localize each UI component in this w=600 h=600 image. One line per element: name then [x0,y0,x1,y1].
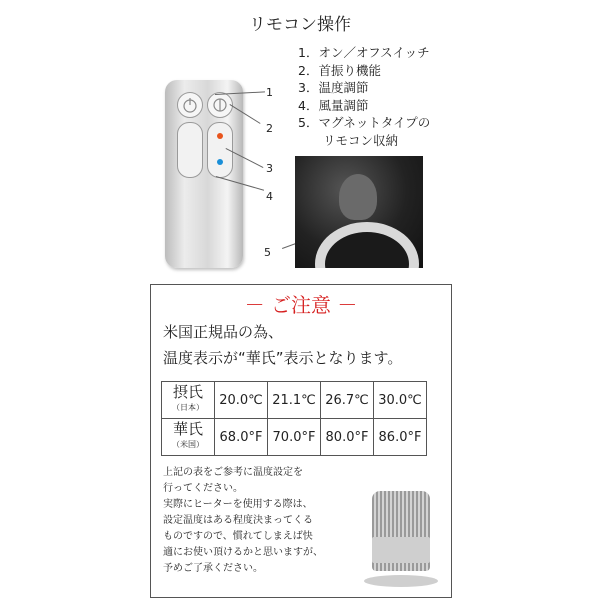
oscillation-icon [208,93,232,117]
temperature-table [161,381,427,456]
notice-box [150,284,452,598]
note-line: 実際にヒーターを使用する際は、 [163,499,313,510]
fahrenheit-header: 華氏 （米国） [162,419,215,456]
magnetic-storage-photo [295,156,423,268]
intro-line: 米国正規品の為、 [163,323,284,341]
table-cell: 86.0°F [374,419,427,456]
note-line: 上記の表をご参考に温度設定を [163,467,303,478]
table-cell: 68.0°F [215,419,268,456]
table-cell: 26.7℃ [321,382,374,419]
notice-note [163,465,363,577]
airflow-button [177,122,203,178]
heater-base [364,575,438,587]
table-cell: 80.0°F [321,419,374,456]
page-title: リモコン操作 [249,15,351,35]
callout-3: 3 [266,162,273,175]
remote-control [165,80,243,268]
power-button [177,92,203,118]
celsius-header: 摂氏 （日本） [162,382,215,419]
hand-shape [339,174,377,220]
table-cell: 20.0℃ [215,382,268,419]
table-row [162,382,427,419]
feature-item: 1．オン／オフスイッチ [298,45,430,60]
power-icon [178,93,202,117]
feature-item: 2．首振り機能 [298,62,381,78]
callout-2: 2 [266,122,273,135]
feature-item: 4．風量調節 [298,97,369,113]
note-line: 設定温度はある程度決まってくる [163,515,313,526]
note-line: 行ってください。 [163,483,243,494]
table-cell: 70.0°F [268,419,321,456]
hot-dot-icon [217,133,223,139]
notice-title: － ご注意 － [244,293,358,317]
note-line: 適にお使い頂けるかと思いますが、 [163,547,323,558]
table-row [162,419,427,456]
callout-5: 5 [264,246,271,259]
note-line: 予めご了承ください。 [163,563,263,574]
feature-item: 3．温度調節 [298,80,369,95]
callout-4: 4 [266,190,273,203]
feature-list [298,44,430,149]
note-line: ものですので、慣れてしまえば快 [163,531,313,542]
feature-item: 5．マグネットタイプの [298,115,431,130]
notice-intro [163,319,402,371]
heater-top-ring [315,222,419,268]
heater-image [364,491,438,587]
cool-dot-icon [217,159,223,165]
heater-band [372,537,430,563]
intro-line: 温度表示が“華氏”表示となります。 [163,349,403,367]
table-cell: 30.0℃ [374,382,427,419]
callout-1: 1 [266,86,273,99]
feature-item: リモコン収納 [298,132,399,148]
table-cell: 21.1℃ [268,382,321,419]
